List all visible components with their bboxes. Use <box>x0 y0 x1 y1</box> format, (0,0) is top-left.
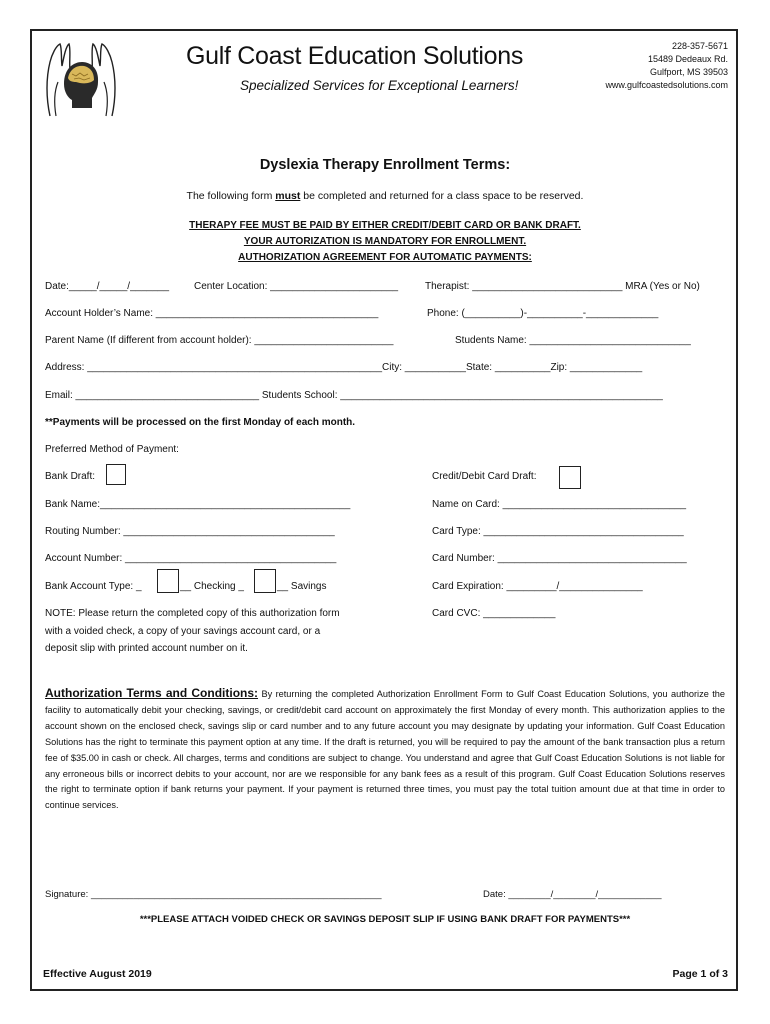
page-number: Page 1 of 3 <box>672 968 728 980</box>
page-border <box>30 29 738 991</box>
card-draft-checkbox[interactable] <box>559 466 581 489</box>
preferred-method-label: Preferred Method of Payment: <box>45 444 179 455</box>
notice-mandatory: YOUR AUTORIZATION IS MANDATORY FOR ENROLLMENT. <box>243 236 527 247</box>
bank-draft-checkbox[interactable] <box>106 464 126 485</box>
card-draft-label: Credit/Debit Card Draft: <box>432 471 537 482</box>
hands-head-logo-icon <box>42 38 120 120</box>
org-name: Gulf Coast Education Solutions <box>186 42 524 70</box>
tagline: Specialized Services for Exceptional Learners! <box>240 78 519 93</box>
routing-number-field[interactable]: Routing Number: ______________________________________ <box>45 526 335 537</box>
center-location-field[interactable]: Center Location: _______________________ <box>194 281 399 292</box>
savings-checkbox[interactable] <box>254 569 276 593</box>
account-holder-field[interactable]: Account Holder’s Name: ________________________________________ <box>45 308 379 319</box>
form-title: Dyslexia Therapy Enrollment Terms: <box>259 157 511 173</box>
contact-city: Gulfport, MS 39503 <box>649 67 728 77</box>
bank-name-field[interactable]: Bank Name:_____________________________________________ <box>45 499 351 510</box>
contact-street: 15489 Dedeaux Rd. <box>647 54 728 64</box>
checking-checkbox[interactable] <box>157 569 179 593</box>
terms-heading: Authorization Terms and Conditions: <box>45 686 259 700</box>
signature-field[interactable]: Signature: _______________________________________________________ <box>45 889 382 900</box>
card-expiration-field[interactable]: Card Expiration: _________/_______________ <box>432 581 643 592</box>
intro-text <box>0 190 770 202</box>
checking-label: __ Checking _ <box>180 581 244 592</box>
name-on-card-field[interactable]: Name on Card: _________________________________ <box>432 499 687 510</box>
intro-pre: The following form <box>186 190 276 202</box>
intro-post: be completed and returned for a class space to be reserved. <box>300 190 584 202</box>
address-field[interactable]: Address: _____________________________________________________City: ___________State: __________Zip: _____________ <box>45 362 643 373</box>
account-type-label: Bank Account Type: _ <box>45 581 142 592</box>
effective-date: Effective August 2019 <box>43 968 152 980</box>
students-name-field[interactable]: Students Name: _____________________________ <box>455 335 691 346</box>
contact-block <box>605 40 728 92</box>
notice-agreement: AUTHORIZATION AGREEMENT FOR AUTOMATIC PAYMENTS: <box>238 252 532 263</box>
intro-must: must <box>275 190 301 202</box>
attach-note: ***PLEASE ATTACH VOIDED CHECK OR SAVINGS DEPOSIT SLIP IF USING BANK DRAFT FOR PAYMENTS*** <box>139 914 631 925</box>
card-cvc-field[interactable]: Card CVC: _____________ <box>432 608 556 619</box>
parent-name-field[interactable]: Parent Name (If different from account holder): _________________________ <box>45 335 394 346</box>
card-type-field[interactable]: Card Type: ____________________________________ <box>432 526 684 537</box>
contact-phone: 228-357-5671 <box>671 41 728 51</box>
note-line-2: with a voided check, a copy of your savings account card, or a <box>45 626 321 637</box>
bank-draft-label: Bank Draft: <box>45 471 96 482</box>
terms-paragraph <box>45 686 725 814</box>
contact-website: www.gulfcoastedsolutions.com <box>605 80 728 90</box>
terms-body: By returning the completed Authorization Enrollment Form to Gulf Coast Education Solutions, you authorize the facility to automatically debit your checking, savings, or credit/debit card account on approximately the first Monday of every month. This authorization applies to the account shown on the enclosed check, savings slip or card number and to any future account you may designate by updating your information. Gulf Coast Education Solutions has the right to terminate this payment option at any time. If the draft is returned, you will be required to pay the amount of the bank transaction plus a return fee of $35.00 in cash or check. All charges, terms and conditions are subject to change. You understand and agree that Gulf Coast Education Solutions is not liable for any erroneous bills or incorrect debits to your account, nor are we responsible for any bank fees as a result of this program. Gulf Coast Education Solutions reserves the right to terminate option if bank returns your payment. If your payment is returned three times, you must pay the total tuition amount due at that time in order to continue services. <box>45 689 725 811</box>
payments-note: **Payments will be processed on the first Monday of each month. <box>45 417 356 428</box>
therapist-field[interactable]: Therapist: ___________________________ MRA (Yes or No) <box>425 281 700 292</box>
note-line-1: NOTE: Please return the completed copy of this authorization form <box>45 608 340 619</box>
signature-date-field[interactable]: Date: ________/________/____________ <box>483 889 662 900</box>
savings-label: __ Savings <box>277 581 327 592</box>
email-field[interactable]: Email: _________________________________ Students School: __________________________________________________________ <box>45 390 663 401</box>
notice-fee: THERAPY FEE MUST BE PAID BY EITHER CREDIT/DEBIT CARD OR BANK DRAFT. <box>189 220 581 231</box>
card-number-field[interactable]: Card Number: __________________________________ <box>432 553 687 564</box>
account-number-field[interactable]: Account Number: ______________________________________ <box>45 553 337 564</box>
phone-field[interactable]: Phone: (__________)-__________-_____________ <box>427 308 659 319</box>
note-line-3: deposit slip with printed account number on it. <box>45 643 248 654</box>
date-field[interactable]: Date:_____/_____/_______ <box>45 281 170 292</box>
